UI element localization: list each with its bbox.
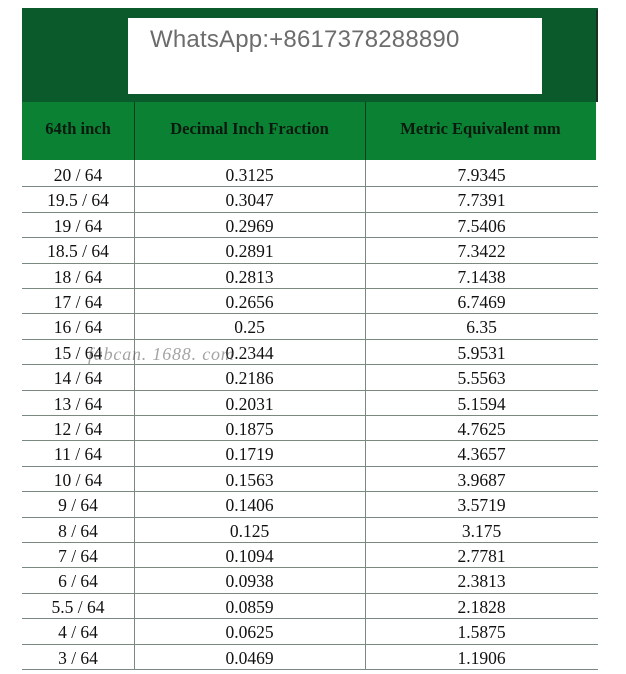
- cell-64th-inch: 7 / 64: [58, 546, 98, 566]
- whatsapp-contact-text: WhatsApp:+8617378288890: [150, 26, 460, 53]
- cell-64th-inch: 11 / 64: [54, 444, 102, 465]
- cell-64th-inch: 4 / 64: [58, 622, 98, 643]
- cell-64th-inch: 16 / 64: [53, 317, 103, 338]
- cell-64th-inch: 19.5 / 64: [47, 190, 109, 211]
- cell-decimal-inch: 0.25: [234, 317, 265, 338]
- cell-decimal-inch: 0.0469: [225, 647, 274, 668]
- cell-decimal-inch: 0.2969: [225, 215, 274, 236]
- cell-64th-inch: 19 / 64: [53, 215, 103, 236]
- cell-64th-inch: 5.5 / 64: [51, 596, 105, 617]
- cell-metric-mm: 2.3813: [457, 571, 506, 592]
- table-row: [22, 467, 598, 492]
- table-row: [22, 594, 598, 619]
- cell-64th-inch: 20 / 64: [53, 165, 103, 185]
- table-row: [22, 289, 598, 314]
- cell-decimal-inch: 0.1406: [225, 495, 274, 516]
- cell-64th-inch: 14 / 64: [53, 368, 103, 389]
- table-row: [22, 162, 598, 187]
- cell-decimal-inch: 0.0625: [225, 622, 274, 643]
- cell-metric-mm: 4.3657: [457, 444, 506, 465]
- cell-decimal-inch: 0.1094: [225, 546, 274, 566]
- cell-metric-mm: 7.9345: [457, 165, 506, 185]
- cell-64th-inch: 9 / 64: [58, 495, 98, 516]
- contact-banner: [22, 8, 598, 102]
- cell-decimal-inch: 0.2186: [225, 368, 274, 389]
- cell-metric-mm: 6.7469: [457, 292, 506, 312]
- cell-decimal-inch: 0.125: [229, 520, 270, 541]
- cell-metric-mm: 6.35: [466, 317, 497, 338]
- column-divider: [134, 160, 135, 670]
- table-row: [22, 568, 598, 593]
- cell-decimal-inch: 0.1563: [225, 469, 274, 490]
- cell-metric-mm: 7.1438: [457, 266, 506, 287]
- cell-decimal-inch: 0.1719: [225, 444, 274, 465]
- cell-64th-inch: 15 / 64: [53, 342, 103, 363]
- cell-metric-mm: 3.5719: [457, 495, 506, 516]
- cell-metric-mm: 1.5875: [457, 622, 506, 643]
- table-row: [22, 416, 598, 441]
- table-row: [22, 645, 598, 670]
- column-divider: [365, 160, 366, 670]
- header-divider: [365, 102, 366, 160]
- table-row: [22, 314, 598, 339]
- cell-metric-mm: 2.1828: [457, 596, 506, 617]
- table-row: [22, 441, 598, 466]
- table-header: [22, 102, 596, 160]
- cell-decimal-inch: 0.0859: [225, 596, 274, 617]
- cell-decimal-inch: 0.2656: [225, 292, 274, 312]
- cell-decimal-inch: 0.3125: [225, 165, 274, 185]
- cell-decimal-inch: 0.2344: [225, 342, 274, 363]
- cell-64th-inch: 17 / 64: [53, 292, 103, 312]
- table-row: [22, 619, 598, 644]
- cell-decimal-inch: 0.1875: [225, 419, 274, 439]
- cell-64th-inch: 13 / 64: [53, 393, 103, 414]
- watermark: fabcan. 1688. com: [88, 344, 235, 364]
- cell-metric-mm: 3.9687: [457, 469, 506, 490]
- table-row: [22, 264, 598, 289]
- cell-metric-mm: 5.1594: [457, 393, 506, 414]
- cell-metric-mm: 1.1906: [457, 647, 506, 668]
- cell-64th-inch: 10 / 64: [53, 469, 103, 490]
- header-decimal-inch: Decimal Inch Fraction: [170, 119, 329, 138]
- banner-divider: [596, 10, 598, 102]
- cell-decimal-inch: 0.2031: [225, 393, 274, 414]
- header-divider: [134, 102, 135, 160]
- table-row: [22, 187, 598, 212]
- cell-64th-inch: 6 / 64: [58, 571, 98, 592]
- cell-64th-inch: 8 / 64: [58, 520, 98, 541]
- cell-metric-mm: 2.7781: [457, 546, 506, 566]
- cell-metric-mm: 5.5563: [457, 368, 506, 389]
- cell-metric-mm: 7.3422: [457, 241, 506, 262]
- cell-metric-mm: 7.7391: [457, 190, 506, 211]
- header-metric-mm: Metric Equivalent mm: [400, 119, 561, 138]
- table-row: [22, 391, 598, 416]
- cell-decimal-inch: 0.2891: [225, 241, 274, 262]
- cell-64th-inch: 18.5 / 64: [47, 241, 109, 262]
- cell-64th-inch: 12 / 64: [53, 419, 103, 439]
- table-row: [22, 543, 598, 568]
- header-64th-inch: 64th inch: [45, 119, 111, 138]
- cell-decimal-inch: 0.0938: [225, 571, 274, 592]
- cell-metric-mm: 5.9531: [457, 342, 506, 363]
- cell-64th-inch: 3 / 64: [58, 647, 98, 668]
- cell-decimal-inch: 0.2813: [225, 266, 274, 287]
- table-row: [22, 365, 598, 390]
- cell-decimal-inch: 0.3047: [225, 190, 274, 211]
- cell-metric-mm: 3.175: [461, 520, 502, 541]
- table-row: [22, 213, 598, 238]
- table-row: [22, 492, 598, 517]
- table-row: [22, 518, 598, 543]
- cell-64th-inch: 18 / 64: [53, 266, 103, 287]
- cell-metric-mm: 7.5406: [457, 215, 506, 236]
- cell-metric-mm: 4.7625: [457, 419, 506, 439]
- table-row: [22, 238, 598, 263]
